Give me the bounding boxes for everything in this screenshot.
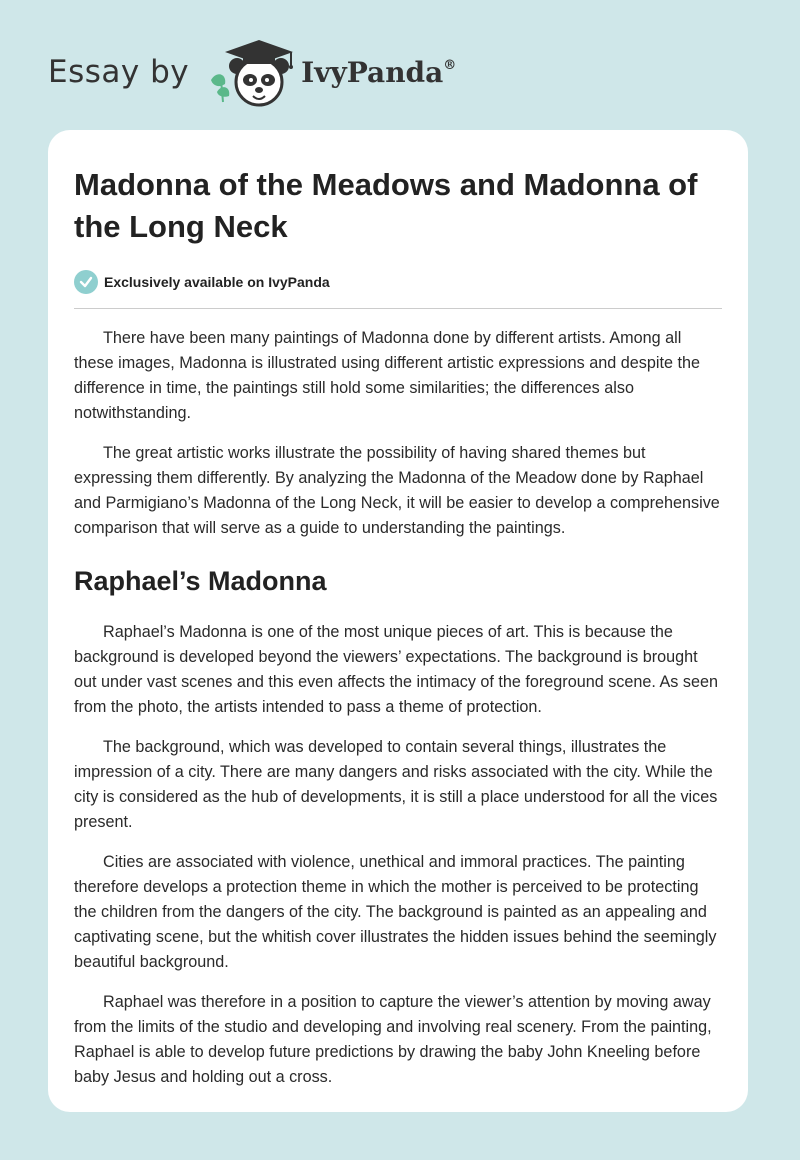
paragraph-section-1: Raphael’s Madonna is one of the most unique pieces of art. This is because the background is developed beyond the viewers’ expectations. The background is brought out under vast scenes and this even affects the intimacy of the foreground scene. As seen from the photo, the artists intended to pass a theme of protection.	[74, 623, 718, 716]
registered-mark: ®	[443, 57, 457, 73]
article-title: Madonna of the Meadows and Madonna of the Long Neck	[74, 167, 698, 244]
ivypanda-logo-icon[interactable]	[207, 36, 297, 108]
site-header	[48, 36, 456, 108]
paragraph-section-2: The background, which was developed to contain several things, illustrates the impression of a city. There are many dangers and risks associated with the city. While the city is considered as the hub of developments, it is still a place understood for all the vices present.	[74, 738, 718, 831]
article-card	[48, 130, 748, 1112]
brand-text: IvyPanda	[301, 55, 444, 89]
section-heading: Raphael’s Madonna	[74, 566, 327, 596]
divider	[74, 308, 722, 309]
paragraph-section-3: Cities are associated with violence, unethical and immoral practices. The painting therefore develops a protection theme in which the mother is perceived to be protecting the children from the dangers of the city. The background is painted as an appealing and captivating scene, but the whitish cover illustrates the hidden issues behind the seemingly beautiful background.	[74, 853, 717, 971]
exclusive-badge	[74, 268, 722, 296]
paragraph-section-4: Raphael was therefore in a position to capture the viewer’s attention by moving away from the limits of the studio and developing and involving real scenery. From the painting, Raphael is able to develop future predictions by drawing the baby John Kneeling before baby Jesus and holding out a cross.	[74, 993, 712, 1086]
exclusive-badge-text: Exclusively available on IvyPanda	[104, 274, 330, 290]
paragraph-intro-1: There have been many paintings of Madonna done by different artists. Among all these images, Madonna is illustrated using different artistic expressions and despite the difference in time, the paintings still hold some similarities; the differences also notwithstanding.	[74, 329, 700, 422]
essay-by-label: Essay by	[48, 54, 190, 90]
check-icon	[74, 270, 98, 294]
brand-name[interactable]	[301, 56, 456, 89]
paragraph-intro-2: The great artistic works illustrate the possibility of having shared themes but expressing them differently. By analyzing the Madonna of the Meadow done by Raphael and Parmigiano’s Madonna of the Long Neck, it will be easier to develop a comprehensive comparison that will serve as a guide to understanding the paintings.	[74, 444, 720, 537]
